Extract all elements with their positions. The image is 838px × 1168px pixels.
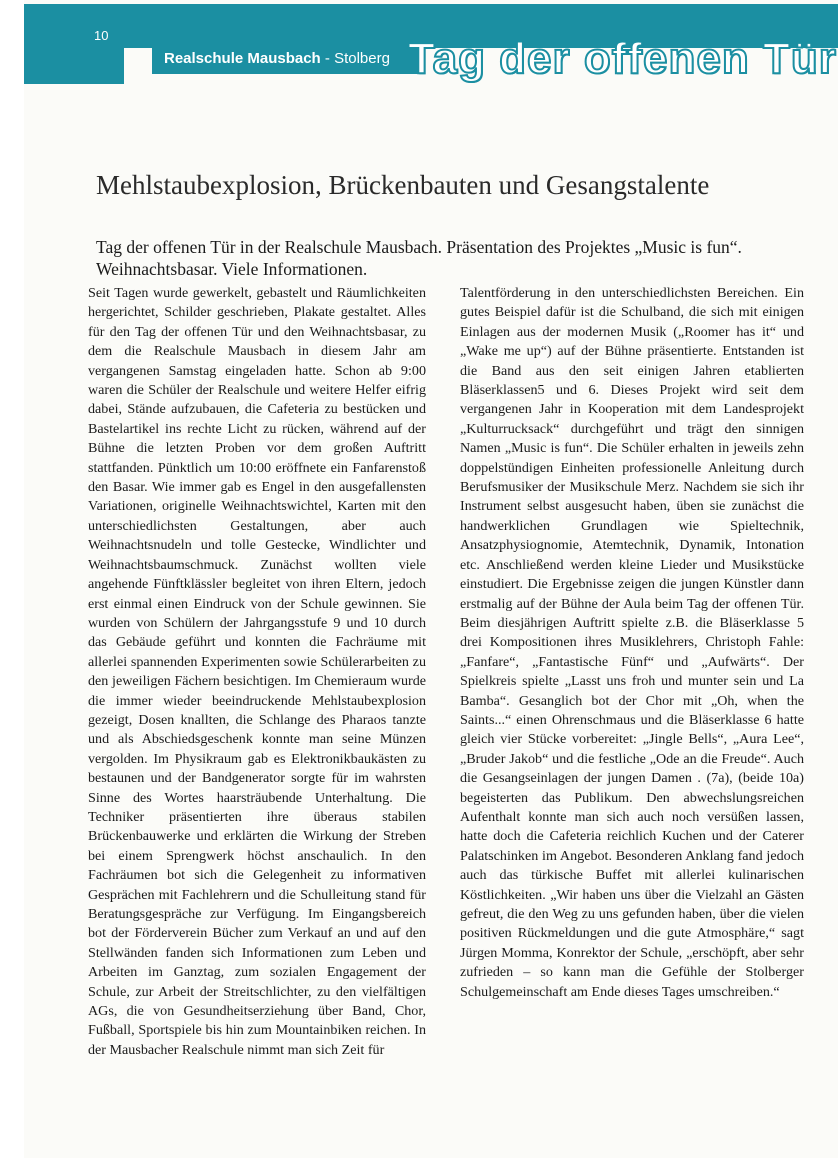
article-column-right xyxy=(460,284,804,1002)
school-name: Realschule Mausbach xyxy=(164,50,321,67)
article-column-left xyxy=(88,284,426,1060)
scan-bottom-edge xyxy=(0,1158,838,1168)
column-right-text: Talentförderung in den unterschiedlichsten Bereichen. Ein gutes Beispiel dafür ist die Schulband, die sich mit einigen Einlagen aus der modernen Musik („Roomer has it“ und „Wake me up“) auf der Bühne präsentierte. Entstanden ist die Band aus den seit einigen Jahren etablierten Bläserklassen5 und 6. Dieses Projekt wird seit dem vergangenen Jahr in Kooperation mit dem Landesprojekt „Kulturrucksack“ durchgeführt und trägt den sinnigen Namen „Music is fun“. Die Schüler erhalten in jeweils zehn doppelstündigen Einheiten professionelle Anleitung durch Berufsmusiker der Musikschule Merz. Nachdem sie sich ihr Instrument selbst ausgesucht haben, üben sie zunächst die handwerklichen Grundlagen wie Spieltechnik, Ansatzphysiognomie, Atemtechnik, Dynamik, Intonation etc. Anschließend werden kleine Lieder und Musikstücke einstudiert. Die Ergebnisse zeigen die jungen Künstler dann erstmalig auf der Bühne der Aula beim Tag der offenen Tür. Beim diesjährigen Auftritt spielte z.B. die Bläserklasse 5 drei Kompositionen ihres Musiklehrers, Christoph Fahle: „Fanfare“, „Fantastische Fünf“ und „Aufwärts“. Der Spielkreis spielte „Lasst uns froh und munter sein und La Bamba“. Gesanglich bot der Chor mit „Oh, when the Saints...“ einen Ohrenschmaus und die Bläserklasse 6 hatte gleich vier Stücke vorbereitet: „Jingle Bells“, „Aura Lee“, „Bruder Jakob“ und die festliche „Ode an die Freude“. Auch die Gesangseinlagen der jungen Damen . (7a), (beide 10a) begeisterten das Publikum. Den abwechslungsreichen Aufenthalt konnte man sich auch noch versüßen lassen, hatte doch die Cafeteria reichlich Kuchen und der Caterer Palatschinken im Angebot. Besonderen Anklang fand jedoch auch das türkische Buffet mit allerlei kulinarischen Köstlichkeiten. „Wir haben uns über die Vielzahl an Gästen gefreut, die den Weg zu uns gefunden haben, über die vielen positiven Rückmeldungen und die gute Atmosphäre,“ sagt Jürgen Momma, Konrektor der Schule, „erschöpft, aber sehr zufrieden – so kann man die Gefühle der Stolberger Schulgemeinschaft am Ende dieses Tages umschreiben.“ xyxy=(460,285,804,1000)
magazine-page xyxy=(24,0,838,1168)
column-left-text: Seit Tagen wurde gewerkelt, gebastelt und Räumlichkeiten hergerichtet, Schilder geschrieben, Plakate gestaltet. Alles für den Tag der offenen Tür und den Weihnachtsbasar, zu dem die Realschule Mausbach in diesem Jahr am vergangenen Samstag eingeladen hatte. Schon ab 9:00 waren die Schüler der Realschule und weitere Helfer eifrig dabei, Stände aufzubauen, die Cafeteria zu bestücken und Bastelartikel ins rechte Licht zu rücken, während auf der Bühne die letzten Proben vor dem großen Auftritt stattfanden. Pünktlich um 10:00 eröffnete ein Fanfarenstoß den Basar. Wie immer gab es Engel in den ausgefallensten Variationen, originelle Weihnachtswichtel, Karten mit den unterschiedlichsten Gestaltungen, aber auch Weihnachtsnudeln und tolle Gestecke, Windlichter und Weihnachtsbaumschmuck. Zunächst wollten viele angehende Fünftklässler begleitet von ihren Eltern, jedoch erst einmal einen Eindruck von der Schule gewinnen. Sie wurden von Schülern der Jahrgangsstufe 9 und 10 durch das Gebäude geführt und konnten die Fachräume mit allerlei spannenden Experimenten sowie Schülerarbeiten zu den jeweiligen Fächern besichtigen. Im Chemieraum wurde die immer wieder beeindruckende Mehlstaubexplosion gezeigt, Dosen knallten, die Schlange des Pharaos tanzte und als Abschiedsgeschenk konnte man seine Münzen vergolden. Im Physikraum gab es Elektronikbaukästen zu bestaunen und der Bandgenerator sorgte für im wahrsten Sinne des Wortes haarsträubende Unterhaltung. Die Techniker präsentierten ihre überaus stabilen Brückenbauwerke und erklärten die Wirkung der Streben bei einem Sprengwerk höchst anschaulich. In den Fachräumen bot sich die Gelegenheit zu informativen Gesprächen mit Fachlehrern und die Schulleitung stand für Beratungsgespräche zur Verfügung. Im Eingangsbereich bot der Förderverein Bücher zum Verkauf an und auf den Stellwänden fanden sich Informationen zum Leben und Arbeiten im Ganztag, zum sozialen Engagement der Schule, zur Arbeit der Streitschlichter, zu den vielfältigen AGs, die von Gesundheitserziehung über Band, Chor, Fußball, Sportspiele bis hin zum Mountainbiken reichen. In der Mausbacher Realschule nimmt man sich Zeit für xyxy=(88,285,426,1058)
page-number: 10 xyxy=(94,28,109,43)
article-title: Mehlstaubexplosion, Brückenbauten und Gesangstalente xyxy=(96,170,710,200)
school-label xyxy=(164,50,390,67)
article-lead: Tag der offenen Tür in der Realschule Mausbach. Präsentation des Projektes „Music is fun“. Weihnachtsbasar. Viele Informationen. xyxy=(96,237,742,279)
event-title: Tag der offenen Tür xyxy=(408,34,837,83)
school-city: - Stolberg xyxy=(324,50,390,67)
